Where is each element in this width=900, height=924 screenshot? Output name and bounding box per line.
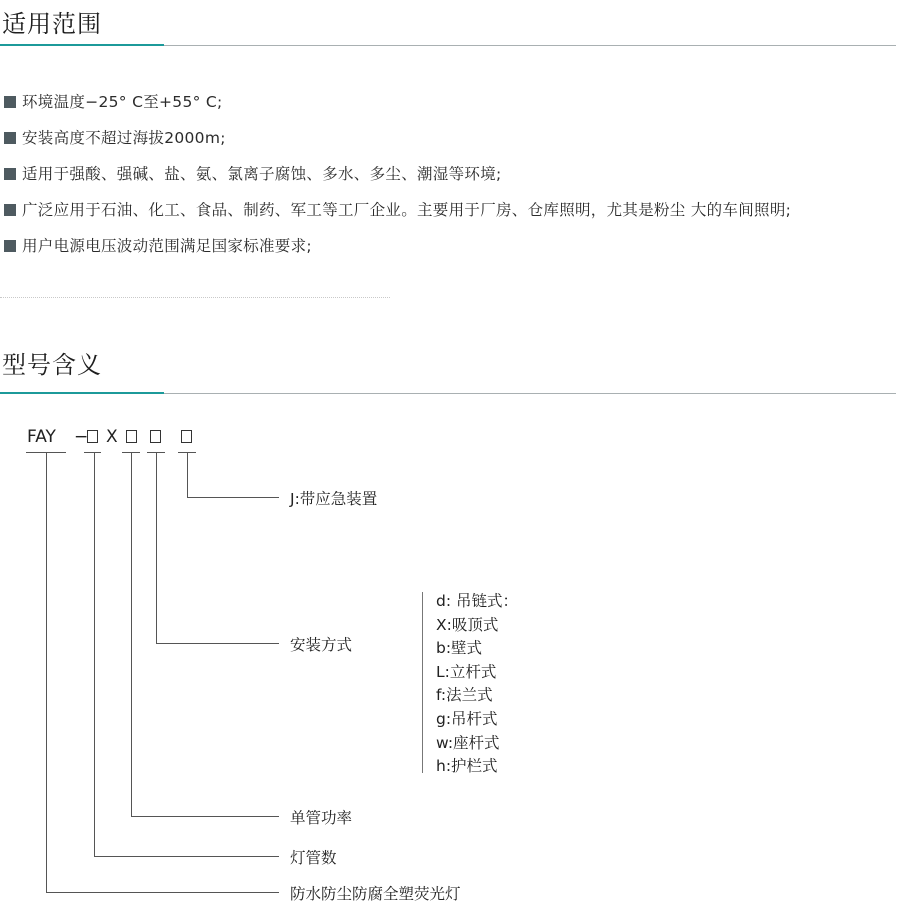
list-item-text: 广泛应用于石油、化工、食品、制药、军工等工厂企业。主要用于厂房、仓库照明，尤其是粉尘 大的车间照明; bbox=[22, 201, 792, 219]
list-item: X:吸顶式 bbox=[436, 615, 499, 634]
leader-mount-h bbox=[156, 643, 279, 644]
code-dash: − bbox=[74, 427, 89, 447]
label-power: 单管功率 bbox=[290, 809, 353, 827]
leader-name-h bbox=[46, 892, 279, 893]
placeholder-box-count bbox=[87, 430, 98, 443]
mount-options-list bbox=[436, 590, 518, 779]
leader-name bbox=[46, 452, 47, 893]
list-item: h:护栏式 bbox=[436, 757, 498, 776]
leader-emergency bbox=[187, 452, 188, 498]
placeholder-box-emergency bbox=[181, 430, 192, 443]
options-bracket bbox=[422, 592, 423, 773]
label-product-name: 防水防尘防腐全塑荧光灯 bbox=[290, 885, 461, 903]
placeholder-box-power bbox=[126, 430, 137, 443]
list-item: b:壁式 bbox=[436, 639, 483, 658]
leader-mount bbox=[156, 452, 157, 644]
label-emergency: J:带应急装置 bbox=[290, 490, 378, 508]
list-item: w:座杆式 bbox=[436, 733, 500, 752]
list-item-text: 环境温度−25° C至+55° C; bbox=[22, 93, 223, 111]
list-item-text: 安装高度不超过海拔2000m; bbox=[22, 129, 226, 147]
leader-count-h bbox=[94, 856, 279, 857]
list-item: L:立杆式 bbox=[436, 662, 497, 681]
section-title-scope: 适用范围 bbox=[2, 10, 102, 38]
list-item-text: 用户电源电压波动范围满足国家标准要求; bbox=[22, 237, 312, 255]
code-prefix: FAY bbox=[27, 427, 56, 447]
list-item: d: 吊链式： bbox=[436, 592, 518, 610]
section-title-model: 型号含义 bbox=[2, 351, 102, 379]
underline-count bbox=[84, 452, 101, 453]
list-item-text: 适用于强酸、强碱、盐、氨、氯离子腐蚀、多水、多尘、潮湿等环境; bbox=[22, 165, 502, 183]
placeholder-box-mount bbox=[150, 430, 161, 443]
leader-power-h bbox=[131, 816, 279, 817]
leader-count bbox=[94, 452, 95, 857]
list-item: f:法兰式 bbox=[436, 686, 493, 705]
label-mounting: 安装方式 bbox=[290, 636, 353, 654]
label-count: 灯管数 bbox=[290, 849, 337, 867]
leader-emergency-h bbox=[187, 497, 279, 498]
code-x: X bbox=[106, 427, 118, 447]
list-item: g:吊杆式 bbox=[436, 709, 498, 728]
leader-power bbox=[131, 452, 132, 817]
